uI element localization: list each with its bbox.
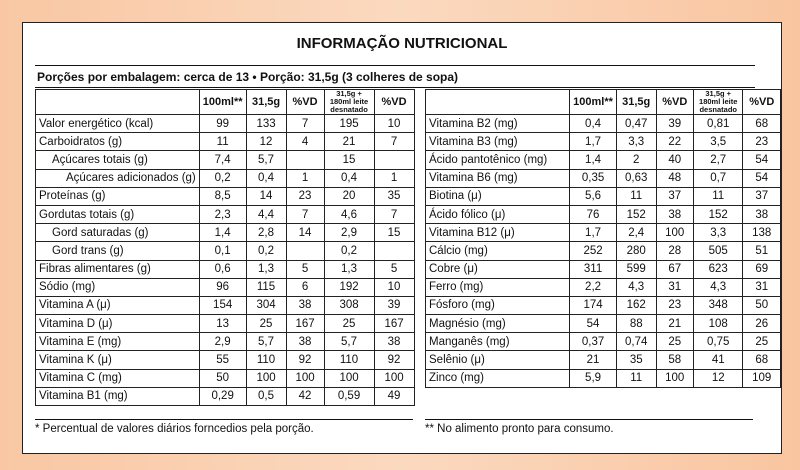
value-vd-with-milk: 15 (374, 224, 414, 242)
value-vd: 58 (656, 351, 693, 369)
value-portion-with-milk: 0,7 (693, 169, 743, 187)
value-vd: 31 (656, 278, 693, 296)
value-portion-with-milk: 0,2 (324, 242, 374, 260)
table-row (426, 315, 781, 333)
value-100ml: 0,2 (199, 169, 246, 187)
value-100ml: 311 (570, 260, 617, 278)
value-100ml: 1,7 (570, 224, 617, 242)
nutrient-name: Selênio (μ) (426, 351, 570, 369)
table-row (36, 169, 415, 187)
value-100ml: 174 (570, 296, 617, 314)
value-portion: 110 (246, 351, 286, 369)
table-row (426, 369, 781, 387)
header-portion-with-milk: 31,5g + 180ml leite desnatado (324, 90, 374, 115)
value-portion-with-milk: 2,7 (693, 151, 743, 169)
value-portion: 12 (246, 133, 286, 151)
value-vd-with-milk (374, 242, 414, 260)
value-portion-with-milk: 0,59 (324, 387, 374, 405)
header-portion-with-milk: 31,5g + 180ml leite desnatado (693, 90, 743, 115)
value-vd-with-milk: 23 (743, 133, 781, 151)
value-vd-with-milk: 54 (743, 151, 781, 169)
table-row (426, 333, 781, 351)
value-vd-with-milk: 68 (743, 115, 781, 133)
value-portion: 162 (616, 296, 656, 314)
value-portion-with-milk: 5,7 (324, 333, 374, 351)
value-vd: 4 (286, 133, 324, 151)
value-100ml: 2,9 (199, 333, 246, 351)
value-portion-with-milk: 192 (324, 278, 374, 296)
value-100ml: 154 (199, 296, 246, 314)
value-portion-with-milk: 348 (693, 296, 743, 314)
table-row (426, 242, 781, 260)
nutrient-name: Vitamina B2 (mg) (426, 115, 570, 133)
value-vd: 25 (656, 333, 693, 351)
value-vd: 28 (656, 242, 693, 260)
table-row (36, 205, 415, 223)
table-row (36, 187, 415, 205)
value-vd-with-milk: 26 (743, 315, 781, 333)
value-vd (286, 242, 324, 260)
value-portion: 0,47 (616, 115, 656, 133)
table-row (426, 278, 781, 296)
value-100ml: 76 (570, 205, 617, 223)
value-vd-with-milk: 109 (743, 369, 781, 387)
value-portion: 14 (246, 187, 286, 205)
value-vd: 23 (656, 296, 693, 314)
value-vd-with-milk: 167 (374, 315, 414, 333)
value-portion: 5,7 (246, 151, 286, 169)
nutrient-name: Gord saturadas (g) (36, 224, 200, 242)
table-row (36, 278, 415, 296)
value-portion-with-milk: 110 (324, 351, 374, 369)
value-portion-with-milk: 41 (693, 351, 743, 369)
value-portion-with-milk: 3,3 (693, 224, 743, 242)
value-portion-with-milk: 308 (324, 296, 374, 314)
value-portion: 3,3 (616, 133, 656, 151)
value-portion-with-milk: 100 (324, 369, 374, 387)
nutrient-name: Fósforo (mg) (426, 296, 570, 314)
value-vd-with-milk: 39 (374, 296, 414, 314)
value-portion: 4,3 (616, 278, 656, 296)
value-vd: 42 (286, 387, 324, 405)
value-vd: 7 (286, 115, 324, 133)
page-title: INFORMAÇÃO NUTRICIONAL (296, 35, 508, 52)
nutrient-name: Ferro (mg) (426, 278, 570, 296)
table-header-row (426, 90, 781, 115)
value-portion-with-milk: 4,3 (693, 278, 743, 296)
value-vd-with-milk: 37 (743, 187, 781, 205)
value-portion: 599 (616, 260, 656, 278)
nutrient-name: Carboidratos (g) (36, 133, 200, 151)
value-vd-with-milk: 69 (743, 260, 781, 278)
value-vd-with-milk: 51 (743, 242, 781, 260)
table-row (426, 260, 781, 278)
table-row (36, 387, 415, 405)
value-vd (286, 151, 324, 169)
table-row (36, 133, 415, 151)
footnote-daily-values: * Percentual de valores diários forncedios pela porção. (35, 419, 413, 435)
value-portion: 100 (246, 369, 286, 387)
value-100ml: 0,6 (199, 260, 246, 278)
value-vd: 48 (656, 169, 693, 187)
value-100ml: 1,4 (199, 224, 246, 242)
value-vd: 22 (656, 133, 693, 151)
nutrient-name: Zinco (mg) (426, 369, 570, 387)
value-portion: 88 (616, 315, 656, 333)
footnote-ready-to-eat: ** No alimento pronto para consumo. (425, 419, 753, 435)
value-portion-with-milk: 0,4 (324, 169, 374, 187)
value-portion: 0,4 (246, 169, 286, 187)
value-vd-with-milk: 35 (374, 187, 414, 205)
value-100ml: 99 (199, 115, 246, 133)
nutrient-name: Vitamina C (mg) (36, 369, 200, 387)
value-100ml: 0,35 (570, 169, 617, 187)
header-100ml: 100ml** (570, 90, 617, 115)
value-vd: 38 (286, 333, 324, 351)
value-vd: 100 (656, 369, 693, 387)
value-100ml: 55 (199, 351, 246, 369)
value-vd: 167 (286, 315, 324, 333)
table-row (36, 115, 415, 133)
nutrient-name: Vitamina B3 (mg) (426, 133, 570, 151)
value-portion-with-milk: 195 (324, 115, 374, 133)
nutrient-name: Ácido pantotênico (mg) (426, 151, 570, 169)
header-nutrient (36, 90, 200, 115)
value-vd: 5 (286, 260, 324, 278)
value-portion-with-milk: 0,75 (693, 333, 743, 351)
value-portion: 133 (246, 115, 286, 133)
value-vd-with-milk: 100 (374, 369, 414, 387)
table-row (36, 296, 415, 314)
value-vd-with-milk: 25 (743, 333, 781, 351)
value-portion: 35 (616, 351, 656, 369)
value-portion-with-milk: 11 (693, 187, 743, 205)
value-100ml: 50 (199, 369, 246, 387)
nutrient-name: Manganês (mg) (426, 333, 570, 351)
nutrient-name: Vitamina D (μ) (36, 315, 200, 333)
table-row (426, 187, 781, 205)
table-row (36, 242, 415, 260)
value-portion: 0,63 (616, 169, 656, 187)
value-100ml: 0,37 (570, 333, 617, 351)
table-row (36, 351, 415, 369)
value-portion: 2,8 (246, 224, 286, 242)
table-row (426, 205, 781, 223)
value-vd-with-milk: 50 (743, 296, 781, 314)
nutrient-name: Magnésio (mg) (426, 315, 570, 333)
header-vd-with-milk: %VD (374, 90, 414, 115)
value-portion: 152 (616, 205, 656, 223)
nutrient-name: Gordutas totais (g) (36, 205, 200, 223)
nutrient-name: Fibras alimentares (g) (36, 260, 200, 278)
table-row (426, 351, 781, 369)
table-row (426, 115, 781, 133)
value-portion: 0,2 (246, 242, 286, 260)
nutrient-name: Biotina (μ) (426, 187, 570, 205)
nutrient-name: Açúcares adicionados (g) (36, 169, 200, 187)
value-vd-with-milk: 138 (743, 224, 781, 242)
value-portion-with-milk: 0,81 (693, 115, 743, 133)
nutrient-name: Vitamina A (μ) (36, 296, 200, 314)
value-vd-with-milk: 7 (374, 133, 414, 151)
value-vd-with-milk: 1 (374, 169, 414, 187)
header-vd-with-milk: %VD (743, 90, 781, 115)
value-100ml: 13 (199, 315, 246, 333)
table-row (36, 333, 415, 351)
value-vd: 23 (286, 187, 324, 205)
value-portion-with-milk: 15 (324, 151, 374, 169)
nutrient-name: Vitamina E (mg) (36, 333, 200, 351)
table-row (36, 369, 415, 387)
value-vd: 40 (656, 151, 693, 169)
value-portion: 0,74 (616, 333, 656, 351)
value-portion: 2 (616, 151, 656, 169)
value-vd: 6 (286, 278, 324, 296)
nutrient-name: Vitamina K (μ) (36, 351, 200, 369)
value-100ml: 252 (570, 242, 617, 260)
value-portion: 115 (246, 278, 286, 296)
nutrient-name: Sódio (mg) (36, 278, 200, 296)
header-portion: 31,5g (246, 90, 286, 115)
nutrient-name: Gord trans (g) (36, 242, 200, 260)
value-vd: 38 (286, 296, 324, 314)
value-vd: 7 (286, 205, 324, 223)
value-vd: 37 (656, 187, 693, 205)
value-portion: 2,4 (616, 224, 656, 242)
value-vd-with-milk: 49 (374, 387, 414, 405)
value-portion: 304 (246, 296, 286, 314)
nutrient-name: Proteínas (g) (36, 187, 200, 205)
value-vd-with-milk: 54 (743, 169, 781, 187)
value-vd-with-milk: 68 (743, 351, 781, 369)
value-vd: 1 (286, 169, 324, 187)
header-portion: 31,5g (616, 90, 656, 115)
value-portion-with-milk: 12 (693, 369, 743, 387)
value-portion-with-milk: 623 (693, 260, 743, 278)
nutrition-table-right (425, 89, 781, 388)
nutrient-name: Cobre (μ) (426, 260, 570, 278)
value-100ml: 5,6 (570, 187, 617, 205)
value-portion-with-milk: 21 (324, 133, 374, 151)
value-100ml: 2,3 (199, 205, 246, 223)
header-vd: %VD (656, 90, 693, 115)
value-vd-with-milk: 10 (374, 278, 414, 296)
value-vd: 21 (656, 315, 693, 333)
value-vd-with-milk: 92 (374, 351, 414, 369)
value-vd-with-milk: 7 (374, 205, 414, 223)
nutrient-name: Valor energético (kcal) (36, 115, 200, 133)
value-vd: 67 (656, 260, 693, 278)
table-row (426, 224, 781, 242)
value-100ml: 1,4 (570, 151, 617, 169)
table-row (36, 260, 415, 278)
value-vd-with-milk: 10 (374, 115, 414, 133)
value-vd: 92 (286, 351, 324, 369)
header-100ml: 100ml** (199, 90, 246, 115)
header-nutrient (426, 90, 570, 115)
value-100ml: 96 (199, 278, 246, 296)
value-vd-with-milk: 31 (743, 278, 781, 296)
value-vd: 100 (286, 369, 324, 387)
nutrient-name: Ácido fólico (μ) (426, 205, 570, 223)
value-portion-with-milk: 505 (693, 242, 743, 260)
table-row (426, 151, 781, 169)
value-portion: 1,3 (246, 260, 286, 278)
value-portion: 0,5 (246, 387, 286, 405)
value-100ml: 1,7 (570, 133, 617, 151)
value-portion-with-milk: 108 (693, 315, 743, 333)
value-vd-with-milk: 38 (374, 333, 414, 351)
value-vd: 14 (286, 224, 324, 242)
value-100ml: 0,29 (199, 387, 246, 405)
value-100ml: 54 (570, 315, 617, 333)
nutrition-table-left (35, 89, 415, 406)
value-vd-with-milk: 5 (374, 260, 414, 278)
value-100ml: 5,9 (570, 369, 617, 387)
value-vd: 38 (656, 205, 693, 223)
value-vd-with-milk: 38 (743, 205, 781, 223)
value-100ml: 7,4 (199, 151, 246, 169)
nutrient-name: Vitamina B12 (μ) (426, 224, 570, 242)
nutrition-label (22, 22, 782, 454)
value-vd: 39 (656, 115, 693, 133)
value-portion-with-milk: 25 (324, 315, 374, 333)
value-portion: 4,4 (246, 205, 286, 223)
value-100ml: 8,5 (199, 187, 246, 205)
header-vd: %VD (286, 90, 324, 115)
value-100ml: 0,1 (199, 242, 246, 260)
value-portion: 11 (616, 187, 656, 205)
portion-info: Porções por embalagem: cerca de 13 • Porção: 31,5g (3 colheres de sopa) (35, 65, 755, 88)
table-header-row (36, 90, 415, 115)
value-vd-with-milk (374, 151, 414, 169)
value-100ml: 0,4 (570, 115, 617, 133)
value-portion: 280 (616, 242, 656, 260)
value-portion-with-milk: 4,6 (324, 205, 374, 223)
value-100ml: 11 (199, 133, 246, 151)
nutrient-name: Cálcio (mg) (426, 242, 570, 260)
table-row (426, 169, 781, 187)
value-portion: 5,7 (246, 333, 286, 351)
table-row (36, 224, 415, 242)
value-portion-with-milk: 152 (693, 205, 743, 223)
value-portion: 25 (246, 315, 286, 333)
nutrient-name: Açúcares totais (g) (36, 151, 200, 169)
value-portion-with-milk: 20 (324, 187, 374, 205)
value-portion-with-milk: 1,3 (324, 260, 374, 278)
value-100ml: 2,2 (570, 278, 617, 296)
nutrient-name: Vitamina B1 (mg) (36, 387, 200, 405)
table-row (426, 133, 781, 151)
table-row (36, 315, 415, 333)
value-portion: 11 (616, 369, 656, 387)
table-row (426, 296, 781, 314)
nutrient-name: Vitamina B6 (mg) (426, 169, 570, 187)
value-100ml: 21 (570, 351, 617, 369)
value-vd: 100 (656, 224, 693, 242)
value-portion-with-milk: 3,5 (693, 133, 743, 151)
table-row (36, 151, 415, 169)
value-portion-with-milk: 2,9 (324, 224, 374, 242)
